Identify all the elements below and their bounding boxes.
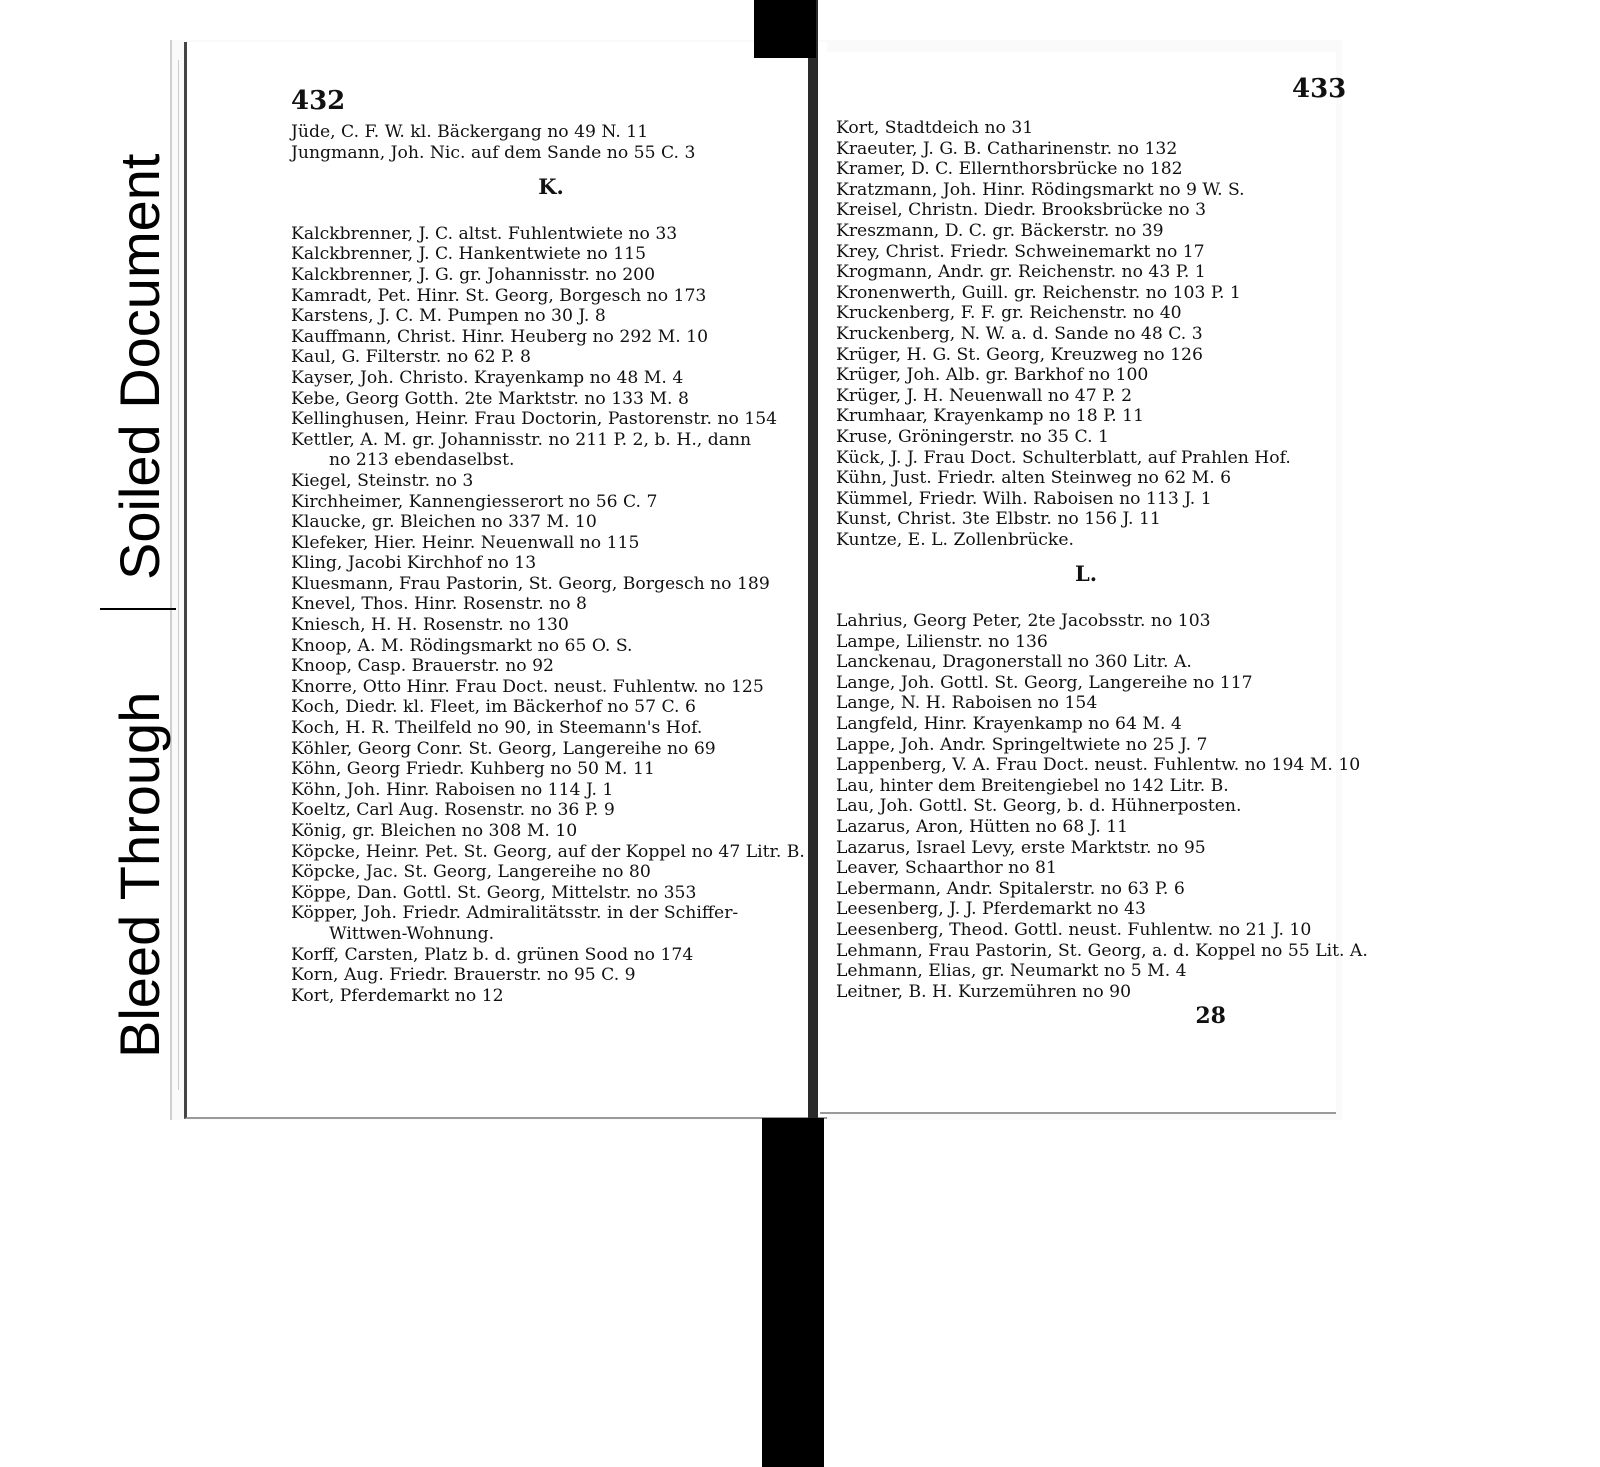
list-item: Leesenberg, Theod. Gottl. neust. Fuhlentw. no 21 J. 10 xyxy=(836,919,1312,940)
list-item: Kiegel, Steinstr. no 3 xyxy=(291,470,474,491)
list-item: Köhn, Joh. Hinr. Raboisen no 114 J. 1 xyxy=(291,779,614,800)
list-item: Kümmel, Friedr. Wilh. Raboisen no 113 J. 1 xyxy=(836,488,1212,509)
list-item: Jüde, C. F. W. kl. Bäckergang no 49 N. 11 xyxy=(291,122,649,142)
list-item: Leesenberg, J. J. Pferdemarkt no 43 xyxy=(836,899,1146,920)
list-item: Kniesch, H. H. Rosenstr. no 130 xyxy=(291,615,569,636)
list-item: Kratzmann, Joh. Hinr. Rödingsmarkt no 9 W. S. xyxy=(836,179,1245,200)
list-item: Lehmann, Elias, gr. Neumarkt no 5 M. 4 xyxy=(836,961,1187,982)
list-item: Kamradt, Pet. Hinr. St. Georg, Borgesch no 173 xyxy=(291,285,707,306)
list-item: Knorre, Otto Hinr. Frau Doct. neust. Fuhlentw. no 125 xyxy=(291,676,764,697)
list-item: Lazarus, Aron, Hütten no 68 J. 11 xyxy=(836,817,1129,837)
section-heading-l: L. xyxy=(1074,561,1098,587)
list-item: Köhler, Georg Conr. St. Georg, Langereihe no 69 xyxy=(291,738,716,759)
list-item: Kreisel, Christn. Diedr. Brooksbrücke no 3 xyxy=(836,200,1207,221)
list-item: Lange, N. H. Raboisen no 154 xyxy=(836,693,1098,714)
list-item: Koeltz, Carl Aug. Rosenstr. no 36 P. 9 xyxy=(291,800,615,821)
list-item: Krüger, H. G. St. Georg, Kreuzweg no 126 xyxy=(836,344,1203,365)
list-item: Köpcke, Jac. St. Georg, Langereihe no 80 xyxy=(291,862,651,883)
list-item-continuation: no 213 ebendaselbst. xyxy=(329,450,515,471)
list-item: Korff, Carsten, Platz b. d. grünen Sood no 174 xyxy=(291,944,694,965)
list-item: Klefeker, Hier. Heinr. Neuenwall no 115 xyxy=(291,532,640,553)
list-item: Kalckbrenner, J. C. altst. Fuhlentwiete no 33 xyxy=(291,223,678,244)
list-item: Klaucke, gr. Bleichen no 337 M. 10 xyxy=(291,512,597,533)
list-item: Leitner, B. H. Kurzemühren no 90 xyxy=(836,981,1132,1002)
list-item: Kunst, Christ. 3te Elbstr. no 156 J. 11 xyxy=(836,509,1161,530)
list-item: Lahrius, Georg Peter, 2te Jacobsstr. no 103 xyxy=(836,611,1211,632)
list-item: Krey, Christ. Friedr. Schweinemarkt no 17 xyxy=(836,241,1205,262)
list-item: Lazarus, Israel Levy, erste Marktstr. no 95 xyxy=(836,837,1206,858)
left-page xyxy=(184,42,827,1119)
list-item: Kück, J. J. Frau Doct. Schulterblatt, auf Prahlen Hof. xyxy=(836,447,1291,468)
list-item: Knoop, A. M. Rödingsmarkt no 65 O. S. xyxy=(291,635,633,656)
stamp-separator xyxy=(100,608,176,610)
scanner-clip-bottom xyxy=(762,1118,824,1467)
list-item: Kraeuter, J. G. B. Catharinenstr. no 132 xyxy=(836,138,1178,159)
list-item: Korn, Aug. Friedr. Brauerstr. no 95 C. 9 xyxy=(291,965,636,986)
list-item: Kruse, Gröningerstr. no 35 C. 1 xyxy=(836,426,1109,447)
list-item: Koch, Diedr. kl. Fleet, im Bäckerhof no 57 C. 6 xyxy=(291,697,696,718)
list-item: Köpper, Joh. Friedr. Admiralitätsstr. in der Schiffer- xyxy=(291,903,739,924)
list-item: Knevel, Thos. Hinr. Rosenstr. no 8 xyxy=(291,594,587,615)
list-item: Kruckenberg, N. W. a. d. Sande no 48 C. 3 xyxy=(836,323,1203,344)
list-item: Lappenberg, V. A. Frau Doct. neust. Fuhlentw. no 194 M. 10 xyxy=(836,755,1361,776)
list-item: Knoop, Casp. Brauerstr. no 92 xyxy=(291,656,554,677)
list-item: Kuntze, E. L. Zollenbrücke. xyxy=(836,529,1074,550)
list-item: Lau, hinter dem Breitengiebel no 142 Litr. B. xyxy=(836,775,1229,796)
page-number-right: 433 xyxy=(1292,74,1347,104)
right-column xyxy=(836,118,1368,1030)
list-item: Kauffmann, Christ. Hinr. Heuberg no 292 M. 10 xyxy=(291,326,709,347)
stamp-soiled-document: Soiled Document xyxy=(108,153,171,580)
list-item: Köhn, Georg Friedr. Kuhberg no 50 M. 11 xyxy=(291,759,655,780)
list-item: Kalckbrenner, J. C. Hankentwiete no 115 xyxy=(291,244,647,265)
list-item: Krogmann, Andr. gr. Reichenstr. no 43 P. 1 xyxy=(836,262,1206,283)
list-item: Krüger, J. H. Neuenwall no 47 P. 2 xyxy=(836,385,1133,406)
signature-mark: 28 xyxy=(1195,1003,1226,1030)
stamp-bleed-through: Bleed Through xyxy=(108,691,171,1058)
left-column xyxy=(291,122,811,1006)
list-item: Krüger, Joh. Alb. gr. Barkhof no 100 xyxy=(836,365,1149,386)
list-item: Lau, Joh. Gottl. St. Georg, b. d. Hühnerposten. xyxy=(836,796,1242,817)
list-item: Kramer, D. C. Ellernthorsbrücke no 182 xyxy=(836,159,1183,180)
list-item: Kirchheimer, Kannengiesserort no 56 C. 7 xyxy=(291,491,658,512)
list-item: Kaul, G. Filterstr. no 62 P. 8 xyxy=(291,347,531,368)
list-item: Koch, H. R. Theilfeld no 90, in Steemann's Hof. xyxy=(291,718,703,739)
list-item: Jungmann, Joh. Nic. auf dem Sande no 55 C. 3 xyxy=(291,142,696,163)
list-item: Karstens, J. C. M. Pumpen no 30 J. 8 xyxy=(291,306,606,327)
list-item: Lehmann, Frau Pastorin, St. Georg, a. d. Koppel no 55 Lit. A. xyxy=(836,940,1368,961)
list-item: Kruckenberg, F. F. gr. Reichenstr. no 40 xyxy=(836,303,1182,324)
list-item: Kort, Pferdemarkt no 12 xyxy=(291,985,504,1006)
list-item: Kronenwerth, Guill. gr. Reichenstr. no 103 P. 1 xyxy=(836,282,1241,303)
list-item: Kebe, Georg Gotth. 2te Marktstr. no 133 M. 8 xyxy=(291,388,689,409)
list-item: Kreszmann, D. C. gr. Bäckerstr. no 39 xyxy=(836,220,1164,241)
list-item: Leaver, Schaarthor no 81 xyxy=(836,858,1057,879)
list-item: König, gr. Bleichen no 308 M. 10 xyxy=(291,821,578,841)
list-item: Köpcke, Heinr. Pet. St. Georg, auf der Koppel no 47 Litr. B. xyxy=(291,841,805,862)
list-item: Kühn, Just. Friedr. alten Steinweg no 62 M. 6 xyxy=(836,468,1232,489)
scanner-clip-top xyxy=(754,0,816,58)
list-item: Kluesmann, Frau Pastorin, St. Georg, Borgesch no 189 xyxy=(291,573,770,594)
list-item: Kling, Jacobi Kirchhof no 13 xyxy=(291,553,537,574)
list-item: Krumhaar, Krayenkamp no 18 P. 11 xyxy=(836,406,1145,427)
list-item: Kettler, A. M. gr. Johannisstr. no 211 P. 2, b. H., dann xyxy=(291,429,752,450)
list-item: Lappe, Joh. Andr. Springeltwiete no 25 J. 7 xyxy=(836,734,1208,755)
right-page xyxy=(820,52,1368,1114)
list-item: Kalckbrenner, J. G. gr. Johannisstr. no 200 xyxy=(291,264,656,285)
list-item: Kellinghusen, Heinr. Frau Doctorin, Pastorenstr. no 154 xyxy=(291,409,778,430)
list-item: Lampe, Lilienstr. no 136 xyxy=(836,631,1048,652)
page-number-left: 432 xyxy=(291,86,346,116)
list-item-continuation: Wittwen-Wohnung. xyxy=(329,923,495,944)
list-item: Lange, Joh. Gottl. St. Georg, Langereihe no 117 xyxy=(836,672,1253,693)
list-item: Kayser, Joh. Christo. Krayenkamp no 48 M. 4 xyxy=(291,367,684,388)
section-heading-k: K. xyxy=(538,174,564,200)
list-item: Lanckenau, Dragonerstall no 360 Litr. A. xyxy=(836,652,1192,673)
list-item: Kort, Stadtdeich no 31 xyxy=(836,118,1034,138)
list-item: Langfeld, Hinr. Krayenkamp no 64 M. 4 xyxy=(836,714,1182,735)
list-item: Köppe, Dan. Gottl. St. Georg, Mittelstr. no 353 xyxy=(291,882,697,903)
list-item: Lebermann, Andr. Spitalerstr. no 63 P. 6 xyxy=(836,878,1185,899)
